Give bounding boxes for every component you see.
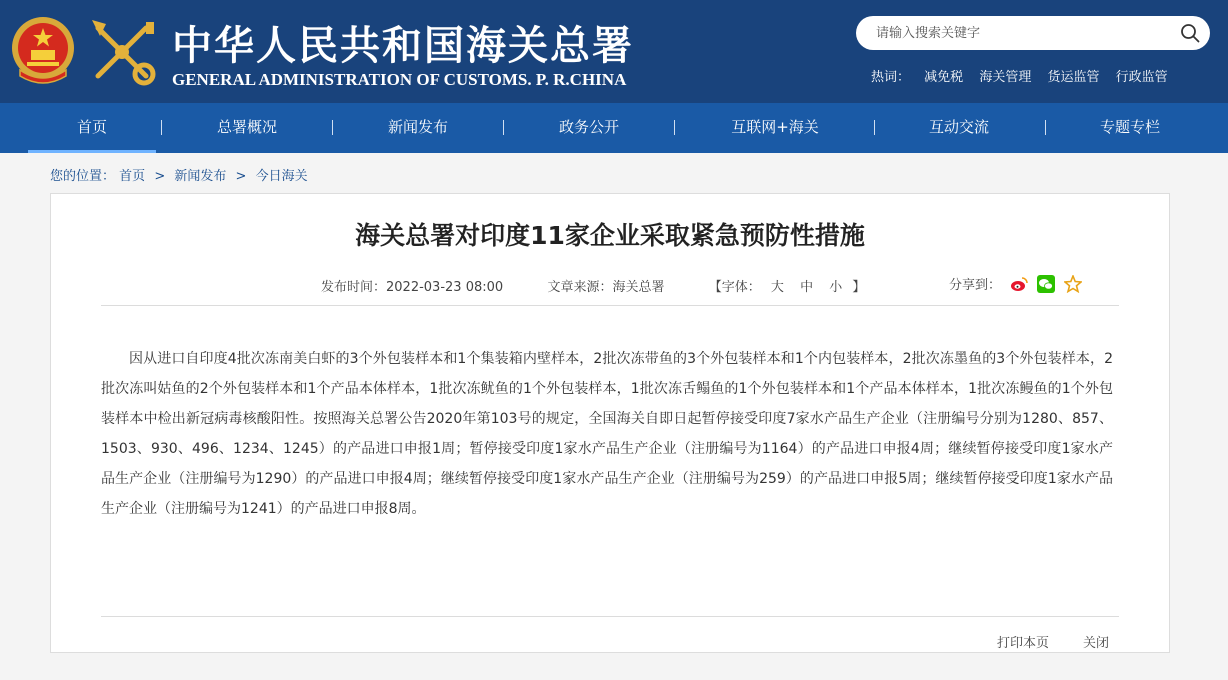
nav-divider (503, 120, 504, 135)
publish-time-label: 发布时间： (321, 280, 387, 295)
favorite-star-icon[interactable] (1064, 275, 1082, 293)
article-container (50, 193, 1170, 653)
nav-item-special-topics[interactable]: 专题专栏 (1099, 118, 1160, 136)
nav-divider (874, 120, 875, 135)
nav-item-government-affairs[interactable]: 政务公开 (558, 118, 619, 136)
nav-item-news[interactable]: 新闻发布 (387, 118, 448, 136)
hot-word-link[interactable]: 货运监管 (1047, 70, 1100, 85)
breadcrumb-separator: > (154, 169, 166, 184)
nav-divider (161, 120, 162, 135)
nav-item-internet-customs[interactable]: 互联网+海关 (731, 118, 819, 136)
font-size-medium-button[interactable]: 中 (800, 280, 814, 295)
nav-item-overview[interactable]: 总署概况 (216, 118, 277, 136)
weibo-icon[interactable] (1010, 275, 1028, 293)
search-box (856, 16, 1210, 50)
font-size-label: 【字体： (708, 280, 761, 295)
wechat-icon[interactable] (1037, 275, 1055, 293)
close-button[interactable]: 关闭 (1083, 636, 1110, 651)
site-title-en: GENERAL ADMINISTRATION OF CUSTOMS. P. R.CHINA (172, 70, 627, 89)
breadcrumb (50, 165, 308, 184)
article-meta (321, 276, 865, 295)
nav-item-home[interactable]: 首页 (28, 103, 156, 153)
print-button[interactable]: 打印本页 (997, 636, 1050, 651)
font-size-label-end: 】 (852, 280, 866, 295)
nav-divider (1045, 120, 1046, 135)
breadcrumb-label: 您的位置： (50, 169, 116, 184)
share-label: 分享到： (949, 278, 1002, 293)
site-header (0, 0, 1228, 103)
hot-word-link[interactable]: 海关管理 (979, 70, 1032, 85)
breadcrumb-link-news[interactable]: 新闻发布 (174, 169, 227, 184)
main-nav (0, 103, 1228, 153)
divider (101, 616, 1119, 617)
nav-item-interaction[interactable]: 互动交流 (928, 118, 989, 136)
share-bar (949, 274, 1082, 293)
divider (101, 305, 1119, 306)
nav-divider (674, 120, 675, 135)
hot-words-label: 热词： (871, 70, 911, 85)
hot-words (871, 66, 1180, 85)
article-title: 海关总署对印度11家企业采取紧急预防性措施 (355, 221, 865, 250)
breadcrumb-separator: > (235, 169, 247, 184)
publish-time: 2022-03-23 08:00 (386, 280, 504, 295)
source-label: 文章来源： (547, 280, 613, 295)
hot-word-link[interactable]: 减免税 (924, 70, 964, 85)
nav-divider (332, 120, 333, 135)
hot-word-link[interactable]: 行政监管 (1115, 70, 1168, 85)
site-title-cn: 中华人民共和国海关总署 (172, 22, 634, 69)
font-size-large-button[interactable]: 大 (770, 280, 784, 295)
national-emblem-icon[interactable] (10, 14, 76, 86)
breadcrumb-link-today[interactable]: 今日海关 (255, 169, 308, 184)
article-source: 海关总署 (612, 280, 665, 295)
search-icon[interactable] (1180, 23, 1200, 43)
font-size-small-button[interactable]: 小 (829, 280, 843, 295)
breadcrumb-link-home[interactable]: 首页 (119, 169, 146, 184)
article-body: 因从进口自印度4批次冻南美白虾的3个外包装样本和1个集装箱内壁样本，2批次冻带鱼的3个外包装样本和1个内包装样本，2批次冻墨鱼的3个外包装样本，2批次冻叫姑鱼的2个外包装样本和1个产品本体样本，1批次冻鱿鱼的1个外包装样本，1批次冻舌鳎鱼的1个外包装样本和1个产品本体样本，1批次冻鳗鱼的1个外包装样本中检出新冠病毒核酸阳性。按照海关总署公告2020年第103号的规定，全国海关自即日起暂停接受印度7家水产品生产企业（注册编号分别为1280、857、1503、930、496、1234、1245）的产品进口申报1周；暂停接受印度1家水产品生产企业（注册编号为1164）的产品进口申报4周；继续暂停接受印度1家水产品生产企业（注册编号为1290）的产品进口申报4周；继续暂停接受印度1家水产品生产企业（注册编号为259）的产品进口申报5周；继续暂停接受印度1家水产品生产企业（注册编号为1241）的产品进口申报8周。 (101, 351, 1113, 517)
search-input[interactable] (876, 22, 1166, 44)
customs-key-logo-icon[interactable] (86, 16, 158, 88)
